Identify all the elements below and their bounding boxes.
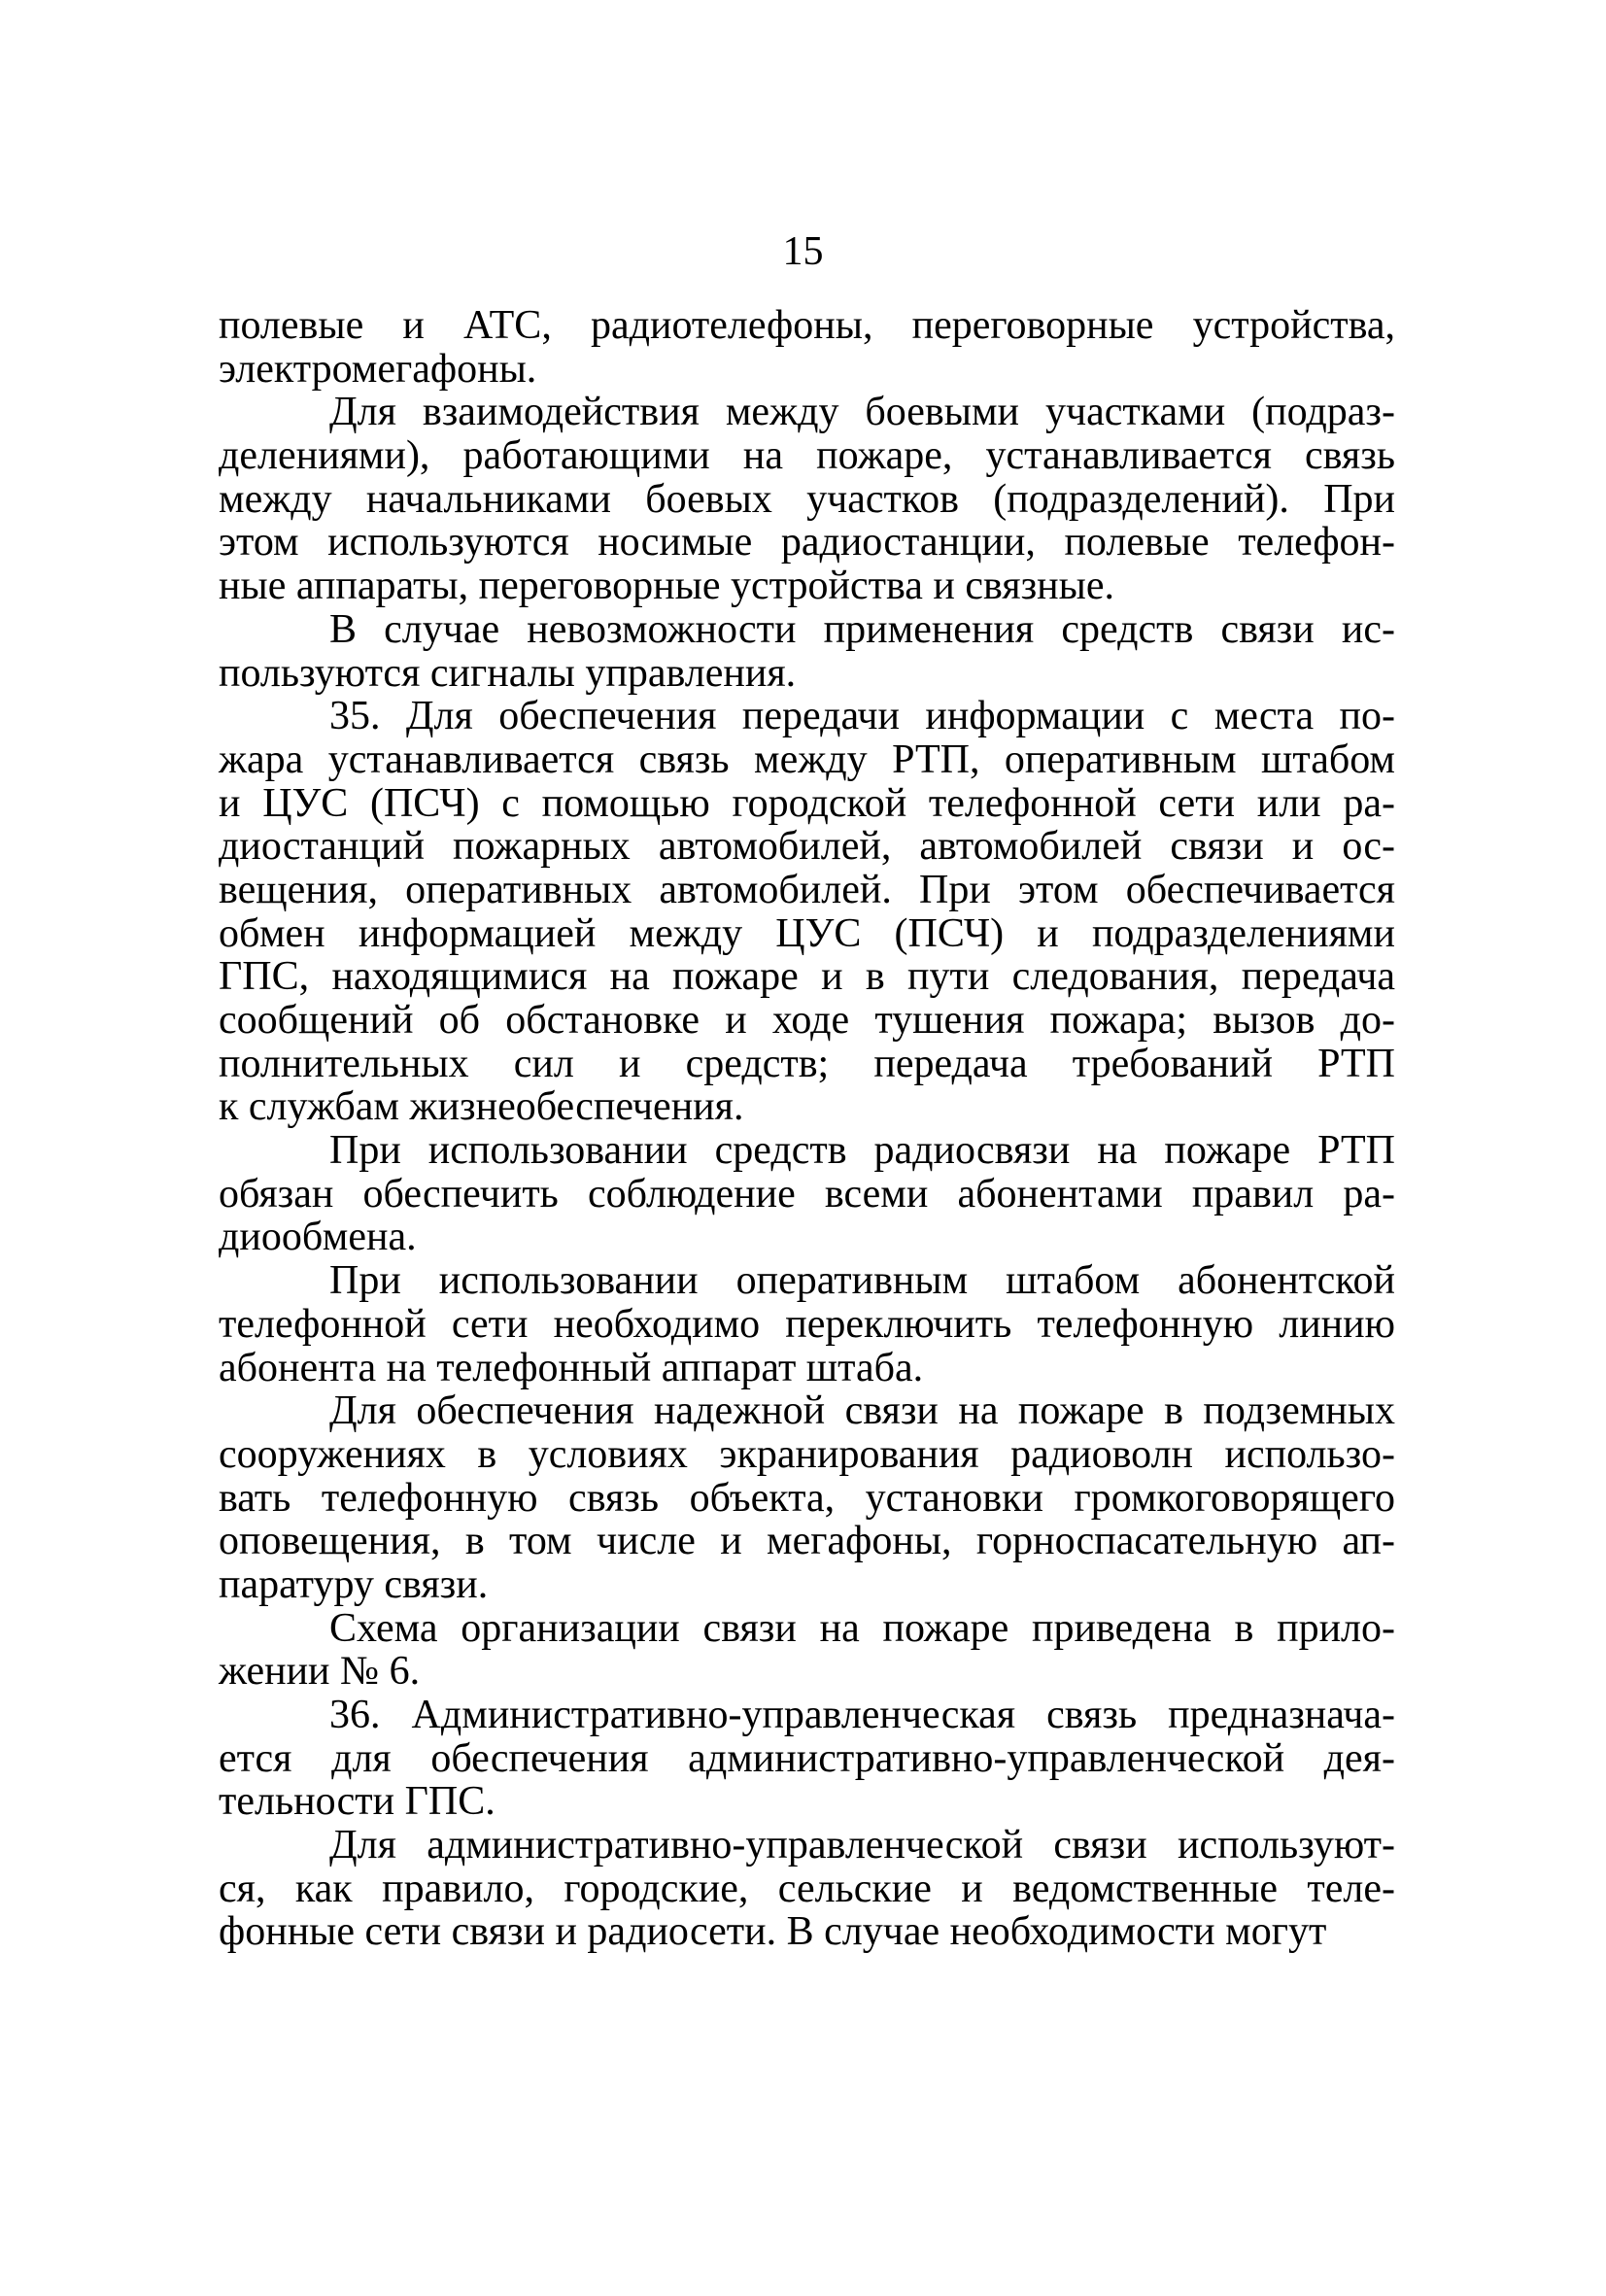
paragraph (219, 391, 1395, 607)
text-line: тельности ГПС. (219, 1779, 495, 1825)
text-line: Для взаимодействия между боевыми участками (подраз- (329, 390, 1395, 435)
text-line: телефонной сети необходимо переключить телефонную линию (219, 1301, 1395, 1347)
text-line: фонные сети связи и радиосети. В случае необходимости могут (219, 1909, 1327, 1955)
text-line: обязан обеспечить соблюдение всеми абонентами правил ра- (219, 1171, 1395, 1217)
text-line: Схема организации связи на пожаре приведена в прило- (329, 1605, 1395, 1651)
text-line: полнительных сил и средств; передача требований РТП (219, 1041, 1395, 1086)
paragraph (219, 1129, 1395, 1259)
text-line: В случае невозможности применения средств связи ис- (329, 606, 1395, 652)
paragraph (219, 1259, 1395, 1389)
text-line: этом используются носимые радиостанции, полевые телефон- (219, 520, 1395, 565)
text-line: абонента на телефонный аппарат штаба. (219, 1345, 924, 1390)
text-line: между начальниками боевых участков (подразделений). При (219, 476, 1395, 522)
paragraph (219, 608, 1395, 695)
text-line: пользуются сигналы управления. (219, 650, 797, 696)
text-line: При использовании оперативным штабом абонентской (329, 1258, 1395, 1304)
page-number: 15 (782, 229, 824, 274)
paragraph (219, 1694, 1395, 1824)
text-line: диостанций пожарных автомобилей, автомобилей связи и ос- (219, 824, 1395, 870)
text-line: вещения, оперативных автомобилей. При этом обеспечивается (219, 867, 1395, 912)
text-line: При использовании средств радиосвязи на пожаре РТП (329, 1128, 1395, 1174)
paragraph (219, 304, 1395, 391)
paragraph (219, 1389, 1395, 1606)
text-line: и ЦУС (ПСЧ) с помощью городской телефонной сети или ра- (219, 780, 1395, 826)
text-line: ГПС, находящимися на пожаре и в пути следования, передача (219, 954, 1395, 1000)
text-line: делениями), работающими на пожаре, устанавливается связь (219, 433, 1395, 479)
text-line: ные аппараты, переговорные устройства и связные. (219, 564, 1115, 609)
text-line: электромегафоны. (219, 346, 537, 392)
text-line: 36. Административно-управленческая связь предназнача- (329, 1693, 1395, 1737)
text-line: полевые и АТС, радиотелефоны, переговорные устройства, (219, 303, 1395, 348)
text-line: жара устанавливается связь между РТП, оперативным штабом (219, 737, 1395, 782)
text-line: к службам жизнеобеспечения. (219, 1084, 744, 1130)
text-line: Для обеспечения надежной связи на пожаре в подземных (329, 1388, 1395, 1434)
text-line: сообщений об обстановке и ходе тушения пожара; вызов до- (219, 998, 1395, 1043)
text-line: ется для обеспечения административно-управленческой дея- (219, 1735, 1395, 1781)
text-line: Для административно-управленческой связи используют- (329, 1823, 1395, 1868)
paragraph (219, 1607, 1395, 1694)
paragraph (219, 1824, 1395, 1954)
text-line: оповещения, в том числе и мегафоны, горноспасательную ап- (219, 1519, 1395, 1564)
text-line: вать телефонную связь объекта, установки громкоговорящего (219, 1475, 1395, 1521)
text-line: ся, как правило, городские, сельские и ведомственные теле- (219, 1866, 1395, 1911)
body-text (219, 304, 1395, 1954)
text-line: сооружениях в условиях экранирования радиоволн использо- (219, 1431, 1395, 1477)
paragraph (219, 695, 1395, 1129)
text-line: жении № 6. (219, 1649, 421, 1695)
text-line: обмен информацией между ЦУС (ПСЧ) и подразделениями (219, 910, 1395, 956)
text-line: диообмена. (219, 1215, 417, 1260)
text-line: паратуру связи. (219, 1561, 489, 1607)
text-line: 35. Для обеспечения передачи информации с места по- (329, 694, 1395, 739)
